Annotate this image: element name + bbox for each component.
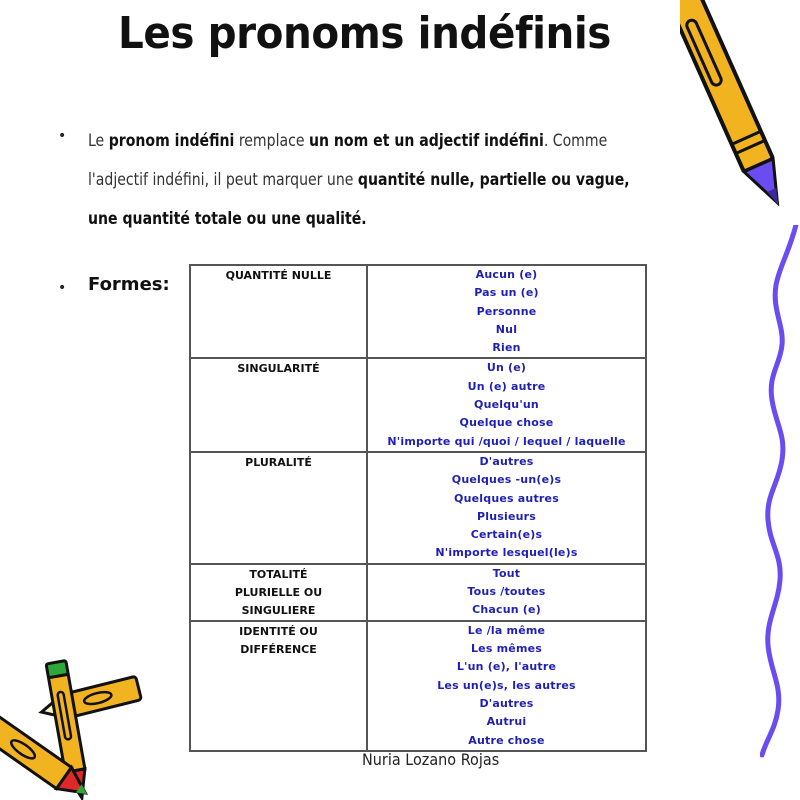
forms-cell: [367, 358, 646, 451]
pronoun-form: Plusieurs: [476, 509, 537, 523]
category-label: DIFFÉRENCE: [240, 642, 317, 656]
intro-text: remplace: [234, 131, 309, 151]
pronoun-form: D'autres: [479, 696, 534, 710]
pronoun-form: Quelqu'un: [474, 398, 539, 412]
pronoun-form: N'importe lesquel(le)s: [435, 546, 578, 560]
pronoun-form: Pas un (e): [474, 286, 539, 300]
category-label: SINGULARITÉ: [237, 362, 320, 376]
intro-text: Le: [88, 131, 109, 151]
pronoun-form: Rien: [492, 341, 521, 355]
pronoun-form: Nul: [495, 322, 518, 336]
category-label: PLURALITÉ: [245, 455, 312, 469]
pronoun-form: Les mêmes: [470, 642, 543, 656]
table-row: [190, 621, 646, 751]
purple-squiggle-line: [760, 225, 800, 765]
intro-bold-text: pronom indéfini: [108, 131, 235, 151]
category-cell: [190, 564, 367, 621]
forms-cell: [367, 564, 646, 621]
category-cell: [190, 358, 367, 451]
formes-bullet: •: [58, 280, 67, 296]
pronoun-form: Personne: [476, 304, 537, 318]
pronoun-form: Un (e) autre: [467, 379, 546, 393]
table-row: [190, 452, 646, 564]
intro-bold-text: quantité nulle, partielle ou vague, une quantité totale ou une qualité.: [88, 170, 630, 229]
pronoun-form: Tous /toutes: [467, 585, 546, 599]
pronoun-form: Quelque chose: [459, 416, 554, 430]
intro-bold-text: un nom et un adjectif indéfini: [308, 131, 544, 151]
pronoun-form: Autre chose: [468, 733, 545, 747]
forms-cell: [367, 452, 646, 564]
pronoun-form: L'un (e), l'autre: [456, 660, 557, 674]
pronoun-form: Autrui: [486, 715, 527, 729]
pronoun-form: Un (e): [486, 361, 527, 375]
table-row: [190, 265, 646, 358]
slide-title: Les pronoms indéfinis: [118, 8, 611, 59]
pronoun-form: Tout: [492, 566, 521, 580]
pronoun-form: Aucun (e): [475, 268, 538, 281]
pronoun-form: Quelques -un(e)s: [451, 473, 562, 487]
category-label: IDENTITÉ OU: [239, 624, 318, 638]
pronoun-form: Chacun (e): [472, 603, 541, 617]
category-label: SINGULIERE: [241, 603, 316, 617]
pronouns-table: [189, 264, 647, 752]
pronoun-form: Les un(e)s, les autres: [437, 678, 576, 692]
category-label: TOTALITÉ: [249, 567, 308, 581]
category-cell: [190, 265, 367, 358]
pronoun-form: Le /la même: [467, 623, 546, 637]
pronoun-form: D'autres: [479, 454, 534, 468]
category-label: PLURIELLE OU: [234, 585, 323, 599]
table-row: [190, 358, 646, 451]
forms-cell: [367, 265, 646, 358]
author-credit: Nuria Lozano Rojas: [362, 750, 500, 769]
table-row: [190, 564, 646, 621]
category-cell: [190, 621, 367, 751]
category-label: QUANTITÉ NULLE: [225, 269, 332, 282]
pronoun-form: Certain(e)s: [470, 528, 543, 542]
pronoun-form: Quelques autres: [454, 491, 559, 505]
intro-bullet: •: [58, 128, 67, 144]
forms-cell: [367, 621, 646, 751]
intro-text: . Comme l'adjectif indéfini, il peut marquer une: [88, 131, 608, 190]
intro-paragraph: [88, 122, 658, 239]
category-cell: [190, 452, 367, 564]
formes-label: Formes:: [88, 274, 170, 295]
crossed-pencils-bottom-left-icon: [0, 650, 150, 800]
pronoun-form: N'importe qui /quoi / lequel / laquelle: [387, 434, 626, 448]
pencil-top-right-icon: [680, 0, 790, 230]
